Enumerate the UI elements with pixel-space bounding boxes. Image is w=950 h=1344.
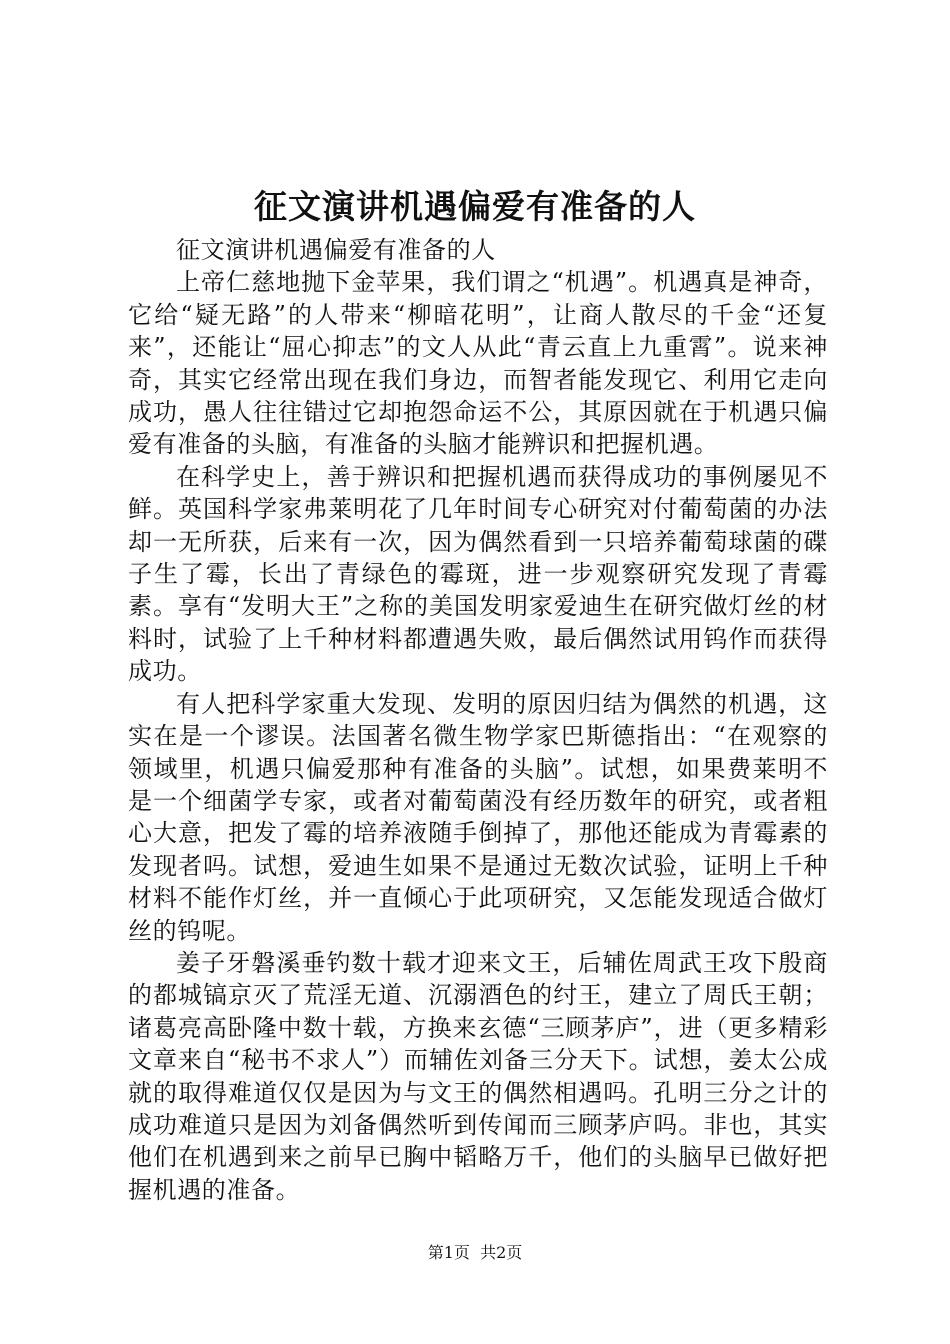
paragraph-subtitle: 征文演讲机遇偏爱有准备的人	[176, 236, 496, 264]
document-title: 征文演讲机遇偏爱有准备的人	[254, 187, 696, 226]
page-footer	[0, 1242, 950, 1264]
footer-spacer	[470, 1243, 480, 1262]
paragraph: 有人把科学家重大发现、发明的原因归结为偶然的机遇，这实在是一个谬误。法国著名微生物学家巴斯德指出：“在观察的领域里，机遇只偏爱那种有准备的头脑”。试想，如果费莱明不是一个细菌学专家，或者对葡萄菌没有经历数年的研究，或者粗心大意，把发了霉的培养液随手倒掉了，那他还能成为青霉素的发现者吗。试想，爱迪生如果不是通过无数次试验，证明上千种材料不能作灯丝，并一直倾心于此项研究，又怎能发现适合做灯丝的钨呢。	[128, 689, 828, 945]
paragraph: 姜子牙磐溪垂钓数十载才迎来文王，后辅佐周武王攻下殷商的都城镐京灭了荒淫无道、沉溺酒色的纣王，建立了周氏王朝；诸葛亮高卧隆中数十载，方换来玄德“三顾茅庐”，进（更多精彩文章来自“秘书不求人”）而辅佐刘备三分天下。试想，姜太公成就的取得难道仅仅是因为与文王的偶然相遇吗。孔明三分之计的成功难道只是因为刘备偶然听到传闻而三顾茅庐吗。非也，其实他们在机遇到来之前早已胸中韬略万千，他们的头脑早已做好把握机遇的准备。	[128, 948, 828, 1204]
paragraph: 在科学史上，善于辨识和把握机遇而获得成功的事例屡见不鲜。英国科学家弗莱明花了几年时间专心研究对付葡萄菌的办法却一无所获，后来有一次，因为偶然看到一只培养葡萄球菌的碟子生了霉，长出了青绿色的霉斑，进一步观察研究发现了青霉素。享有“发明大王”之称的美国发明家爱迪生在研究做灯丝的材料时，试验了上千种材料都遭遇失败，最后偶然试用钨作而获得成功。	[128, 462, 828, 686]
page-number-current: 第1页	[427, 1243, 470, 1262]
document-body	[128, 234, 828, 1206]
paragraph: 上帝仁慈地抛下金苹果，我们谓之“机遇”。机遇真是神奇，它给“疑无路”的人带来“柳暗花明”，让商人散尽的千金“还复来”，还能让“屈心抑志”的文人从此“青云直上九重霄”。说来神奇，其实它经常出现在我们身边，而智者能发现它、利用它走向成功，愚人往往错过它却抱怨命运不公，其原因就在于机遇只偏爱有准备的头脑，有准备的头脑才能辨识和把握机遇。	[128, 268, 828, 459]
page-number-total: 共2页	[480, 1243, 523, 1262]
